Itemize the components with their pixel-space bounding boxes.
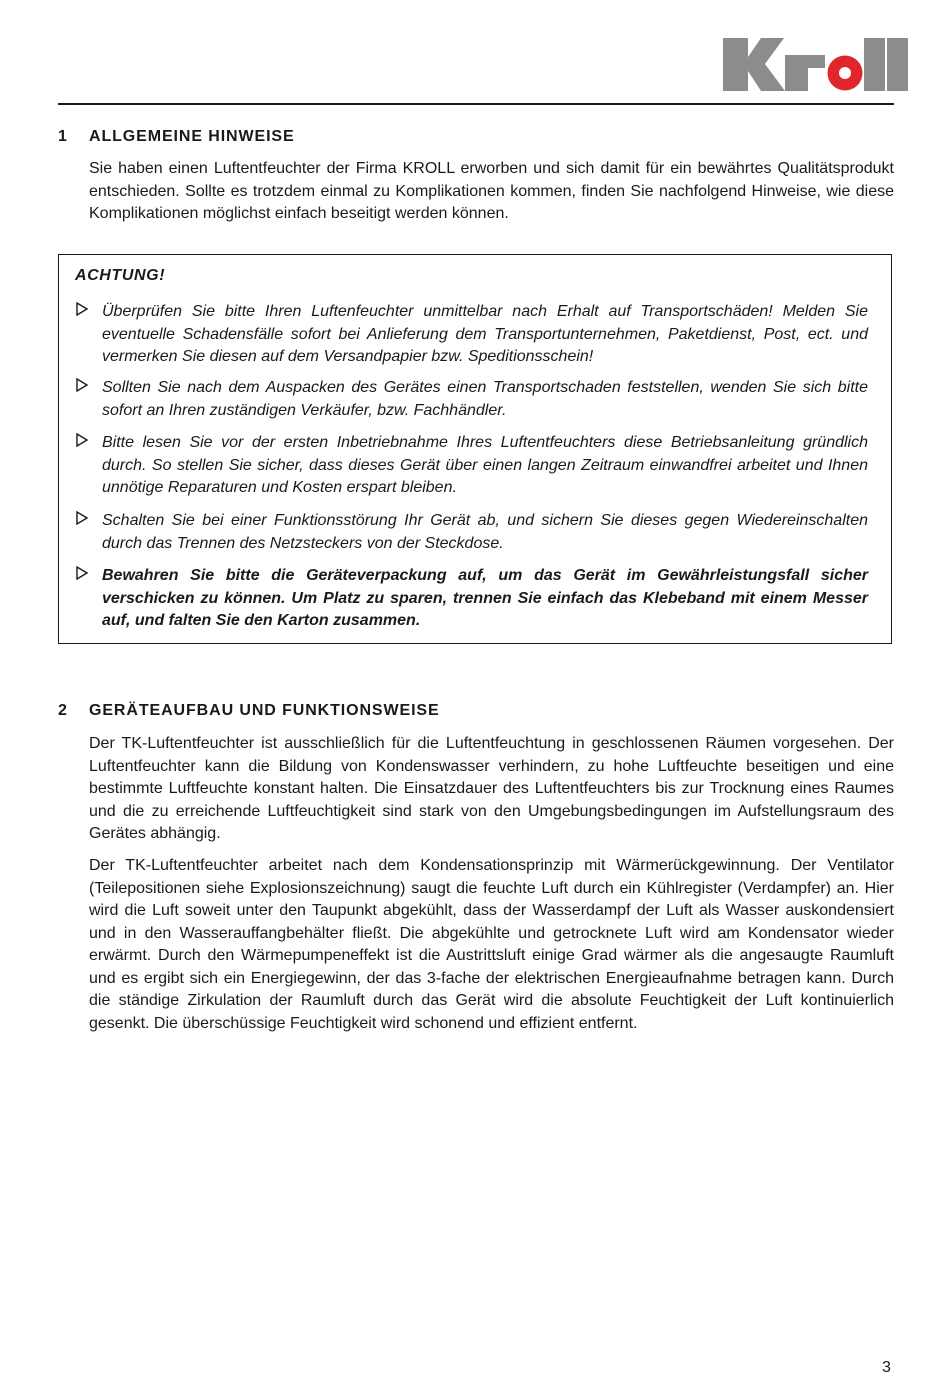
arrow-bullet-icon	[75, 433, 89, 447]
warning-item-text: Bitte lesen Sie vor der ersten Inbetriebnahme Ihres Luftentfeuchters diese Betriebsanleitung gründlich durch. So stellen Sie sicher, dass dieses Gerät über einen langen Zeitraum einwandfrei arbeitet und Ihnen unnötige Reparaturen und Kosten erspart bleiben.	[102, 434, 868, 496]
section-1-number: 1	[58, 128, 68, 145]
section-2-paragraph: Der TK-Luftentfeuchter arbeitet nach dem Kondensationsprinzip mit Wärmerückgewinnung. Der Ventilator (Teilepositionen siehe Explosionszeichnung) saugt die feuchte Luft durch ein Kühlregister (Verdampfer) an. Hier wird die Luft soweit unter den Taupunkt abgekühlt, dass der Wasserdampf der Luft als Wasser auskondensiert und in den Wasserauffangbehälter fließt. Die abgekühlte und getrocknete Luft wird am Kondensator wieder erwärmt. Durch den Wärmepumpeneffekt ist die Austrittsluft einige Grad wärmer als die angesaugte Raumluft und es ergibt sich ein Energiegewinn, der das 3-fache der elektrischen Energieaufnahme betragen kann. Durch die ständige Zirkulation der Raumluft durch das Gerät wird die absolute Feuchtigkeit der Luft kontinuierlich gesenkt. Die überschüssige Feuchtigkeit wird schonend und effizient entfernt.	[89, 857, 894, 1032]
section-2-number: 2	[58, 702, 68, 719]
arrow-bullet-icon	[75, 566, 89, 580]
kroll-logo	[721, 33, 911, 95]
warning-item	[75, 377, 868, 422]
registered-mark: ®	[895, 39, 903, 50]
warning-item	[75, 432, 868, 500]
warning-title: ACHTUNG!	[75, 267, 166, 284]
page-number: 3	[882, 1359, 891, 1376]
section-1-title: ALLGEMEINE HINWEISE	[89, 128, 295, 145]
warning-item	[75, 510, 868, 555]
warning-item-text: Bewahren Sie bitte die Geräteverpackung auf, um das Gerät im Gewährleistungsfall sicher verschicken zu können. Um Platz zu sparen, trennen Sie einfach das Klebeband mit einem Messer auf, und falten Sie den Karton zusammen.	[102, 567, 868, 629]
warning-item-text: Schalten Sie bei einer Funktionsstörung Ihr Gerät ab, und sichern Sie dieses gegen Wiedereinschalten durch das Trennen des Netzsteckers von der Steckdose.	[102, 512, 868, 552]
warning-item	[75, 301, 868, 369]
arrow-bullet-icon	[75, 378, 89, 392]
arrow-bullet-icon	[75, 302, 89, 316]
warning-item-text: Überprüfen Sie bitte Ihren Luftenfeuchter unmittelbar nach Erhalt auf Transportschäden! Melden Sie eventuelle Schadensfälle sofort bei Anlieferung dem Transportunternehmen, Paketdienst, Post, ect. und vermerken Sie diesen auf dem Versandpapier bzw. Speditionsschein!	[102, 303, 868, 365]
section-2-paragraph: Der TK-Luftentfeuchter ist ausschließlich für die Luftentfeuchtung in geschlossenen Räumen vorgesehen. Der Luftentfeuchter kann die Bildung von Kondenswasser verhindern, zu hohe Luftfeuchte beseitigen und eine bestimmte Luftfeuchte konstant halten. Die Einsatzdauer des Luftentfeuchters bis zur Trocknung eines Raumes und die zu erreichende Luftfeuchtigkeit sind stark von den Umgebungsbedingungen im Aufstellungsraum des Gerätes abhängig.	[89, 735, 894, 842]
header-rule	[58, 103, 894, 105]
section-2-title: GERÄTEAUFBAU UND FUNKTIONSWEISE	[89, 702, 440, 719]
warning-item-text: Sollten Sie nach dem Auspacken des Gerätes einen Transportschaden feststellen, wenden Sie sich bitte sofort an Ihren zuständigen Verkäufer, bzw. Fachhändler.	[102, 379, 868, 419]
section-1-body: Sie haben einen Luftentfeuchter der Firma KROLL erworben und sich damit für ein bewährtes Qualitätsprodukt entschieden. Sollte es trotzdem einmal zu Komplikationen kommen, finden Sie nachfolgend Hinweise, wie diese Komplikationen möglichst einfach beseitigt werden können.	[89, 160, 894, 222]
warning-box	[58, 254, 892, 644]
warning-item	[75, 565, 868, 633]
arrow-bullet-icon	[75, 511, 89, 525]
